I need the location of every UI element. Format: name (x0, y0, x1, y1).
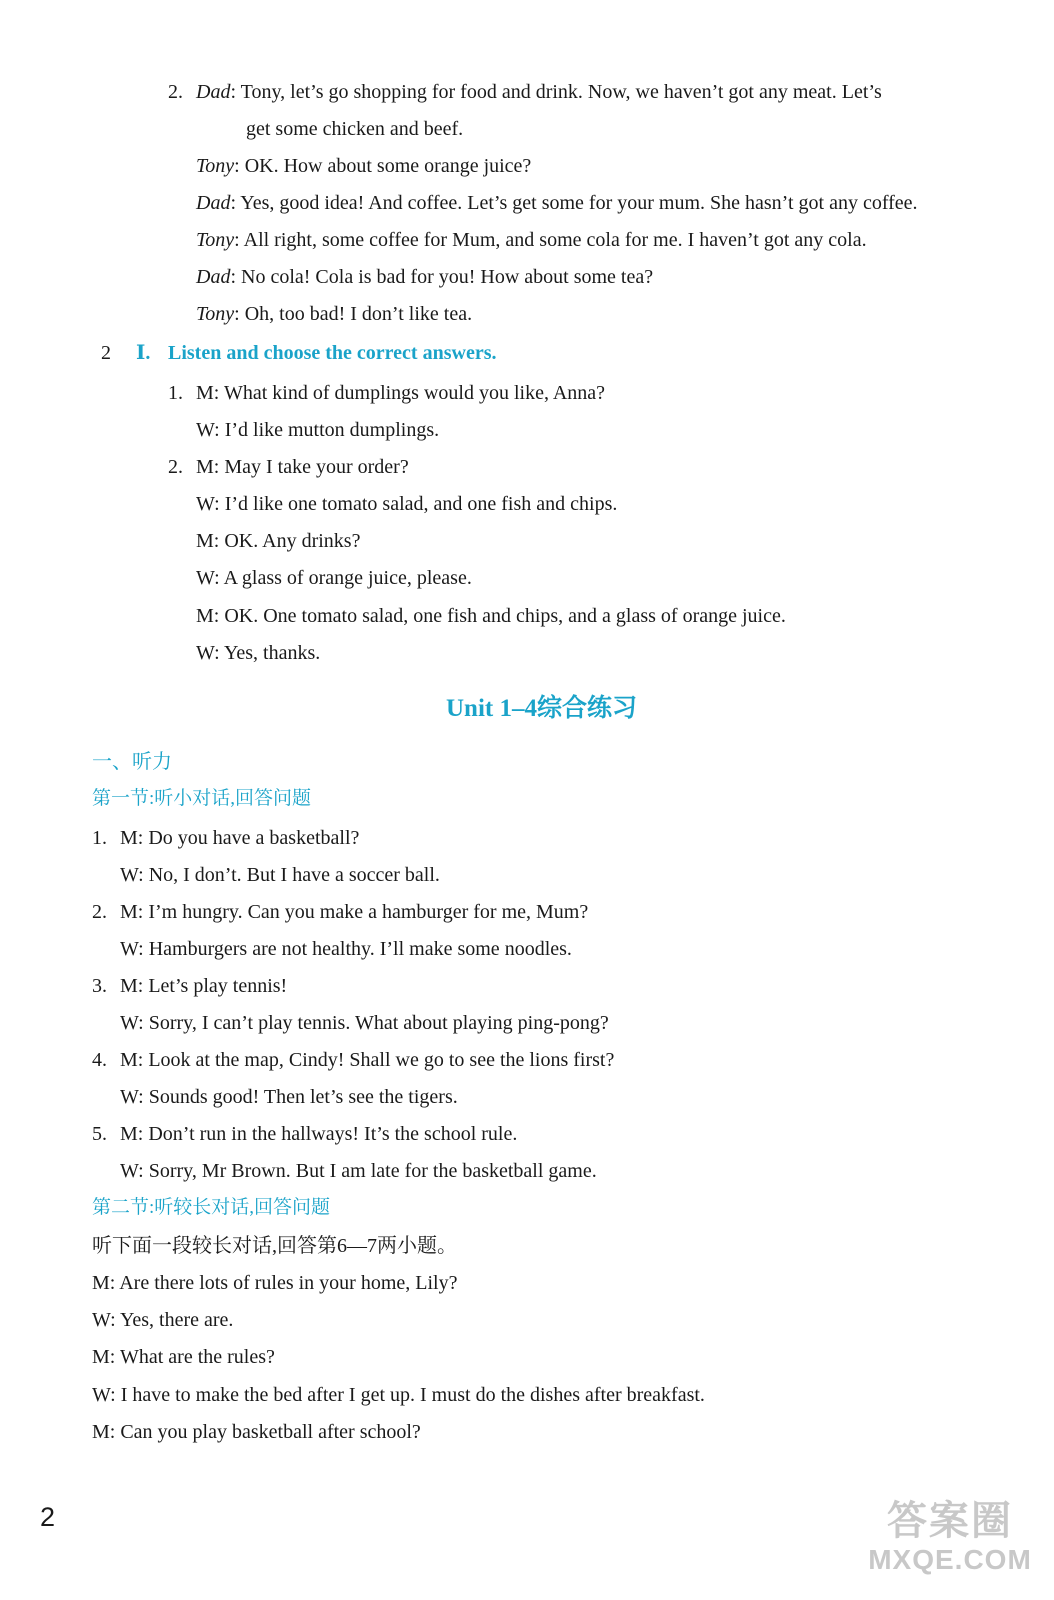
dialogue-line (196, 79, 882, 105)
dialogue-line: W: I’d like one tomato salad, and one fish and chips. (196, 493, 618, 515)
speaker: Dad (196, 81, 231, 103)
unit-title: Unit 1–4综合练习 (446, 695, 637, 722)
item-number: 2. (168, 81, 183, 103)
subsection-heading: 第二节:听较长对话,回答问题 (92, 1197, 331, 1218)
speaker: Dad (196, 266, 231, 288)
dialogue-line: W: Hamburgers are not healthy. I’ll make some noodles. (120, 938, 572, 960)
dialogue-line: W: Sorry, Mr Brown. But I am late for the basketball game. (120, 1160, 597, 1182)
question-number: 5. (92, 1123, 107, 1145)
dialogue-line (196, 227, 867, 253)
utterance: : No cola! Cola is bad for you! How about some tea? (230, 266, 654, 288)
watermark-cn: 答案圈 (887, 1499, 1013, 1543)
dialogue-line: M: What kind of dumplings would you like, Anna? (196, 382, 606, 404)
question-number: 4. (92, 1049, 107, 1071)
utterance: : OK. How about some orange juice? (234, 155, 532, 177)
speaker: Tony (196, 303, 235, 325)
utterance: get some chicken and beef. (246, 118, 464, 140)
page-number: 2 (40, 1502, 56, 1532)
dialogue-line: W: Sounds good! Then let’s see the tigers. (120, 1086, 458, 1108)
dialogue-line: M: What are the rules? (92, 1346, 275, 1368)
utterance: : Oh, too bad! I don’t like tea. (234, 303, 473, 325)
dialogue-line: W: Sorry, I can’t play tennis. What about playing ping-pong? (120, 1012, 609, 1034)
dialogue-line: M: OK. Any drinks? (196, 530, 361, 552)
dialogue-line: M: Are there lots of rules in your home, Lily? (92, 1272, 458, 1294)
question-number: 1. (92, 827, 107, 849)
dialogue-line: W: I’d like mutton dumplings. (196, 419, 440, 441)
utterance: : Yes, good idea! And coffee. Let’s get some for your mum. She hasn’t got any coffee. (230, 192, 918, 214)
dialogue-line: M: Do you have a basketball? (120, 827, 360, 849)
speaker: Tony (196, 229, 235, 251)
item-number: 2. (168, 456, 183, 478)
dialogue-line: M: I’m hungry. Can you make a hamburger for me, Mum? (120, 901, 589, 923)
dialogue-line: W: A glass of orange juice, please. (196, 567, 472, 589)
question-number: 2. (92, 901, 107, 923)
speaker: Tony (196, 155, 235, 177)
dialogue-line: W: Yes, thanks. (196, 642, 321, 664)
dialogue-line (196, 153, 531, 179)
speaker: Dad (196, 192, 231, 214)
question-number: 3. (92, 975, 107, 997)
dialogue-line: M: Can you play basketball after school? (92, 1421, 421, 1443)
item-number: 1. (168, 382, 183, 404)
dialogue-line (196, 301, 472, 327)
subsection-heading: 第一节:听小对话,回答问题 (92, 788, 312, 809)
dialogue-line: W: Yes, there are. (92, 1309, 234, 1331)
utterance: : All right, some coffee for Mum, and some cola for me. I haven’t got any cola. (234, 229, 867, 251)
dialogue-line (196, 190, 918, 216)
dialogue-line: M: Don’t run in the hallways! It’s the school rule. (120, 1123, 518, 1145)
dialogue-line (246, 116, 463, 142)
section-heading: 一、听力 (92, 751, 172, 773)
dialogue-line: M: Let’s play tennis! (120, 975, 288, 997)
dialogue-line: M: May I take your order? (196, 456, 409, 478)
utterance: : Tony, let’s go shopping for food and drink. Now, we haven’t got any meat. Let’s (230, 81, 882, 103)
watermark-en: MXQE.COM (868, 1544, 1032, 1575)
exercise-title: Listen and choose the correct answers. (168, 342, 497, 364)
dialogue-line: M: Look at the map, Cindy! Shall we go to see the lions first? (120, 1049, 615, 1071)
watermark-logo (860, 1498, 1040, 1588)
roman-numeral: Ⅰ. (136, 342, 151, 364)
dialogue-line (196, 264, 653, 290)
dialogue-line: M: OK. One tomato salad, one fish and chips, and a glass of orange juice. (196, 605, 786, 627)
dialogue-line: W: I have to make the bed after I get up. I must do the dishes after breakfast. (92, 1384, 705, 1406)
page-ref-number: 2 (101, 342, 111, 364)
instruction: 听下面一段较长对话,回答第6—7两小题。 (92, 1235, 457, 1257)
dialogue-line: W: No, I don’t. But I have a soccer ball. (120, 864, 440, 886)
